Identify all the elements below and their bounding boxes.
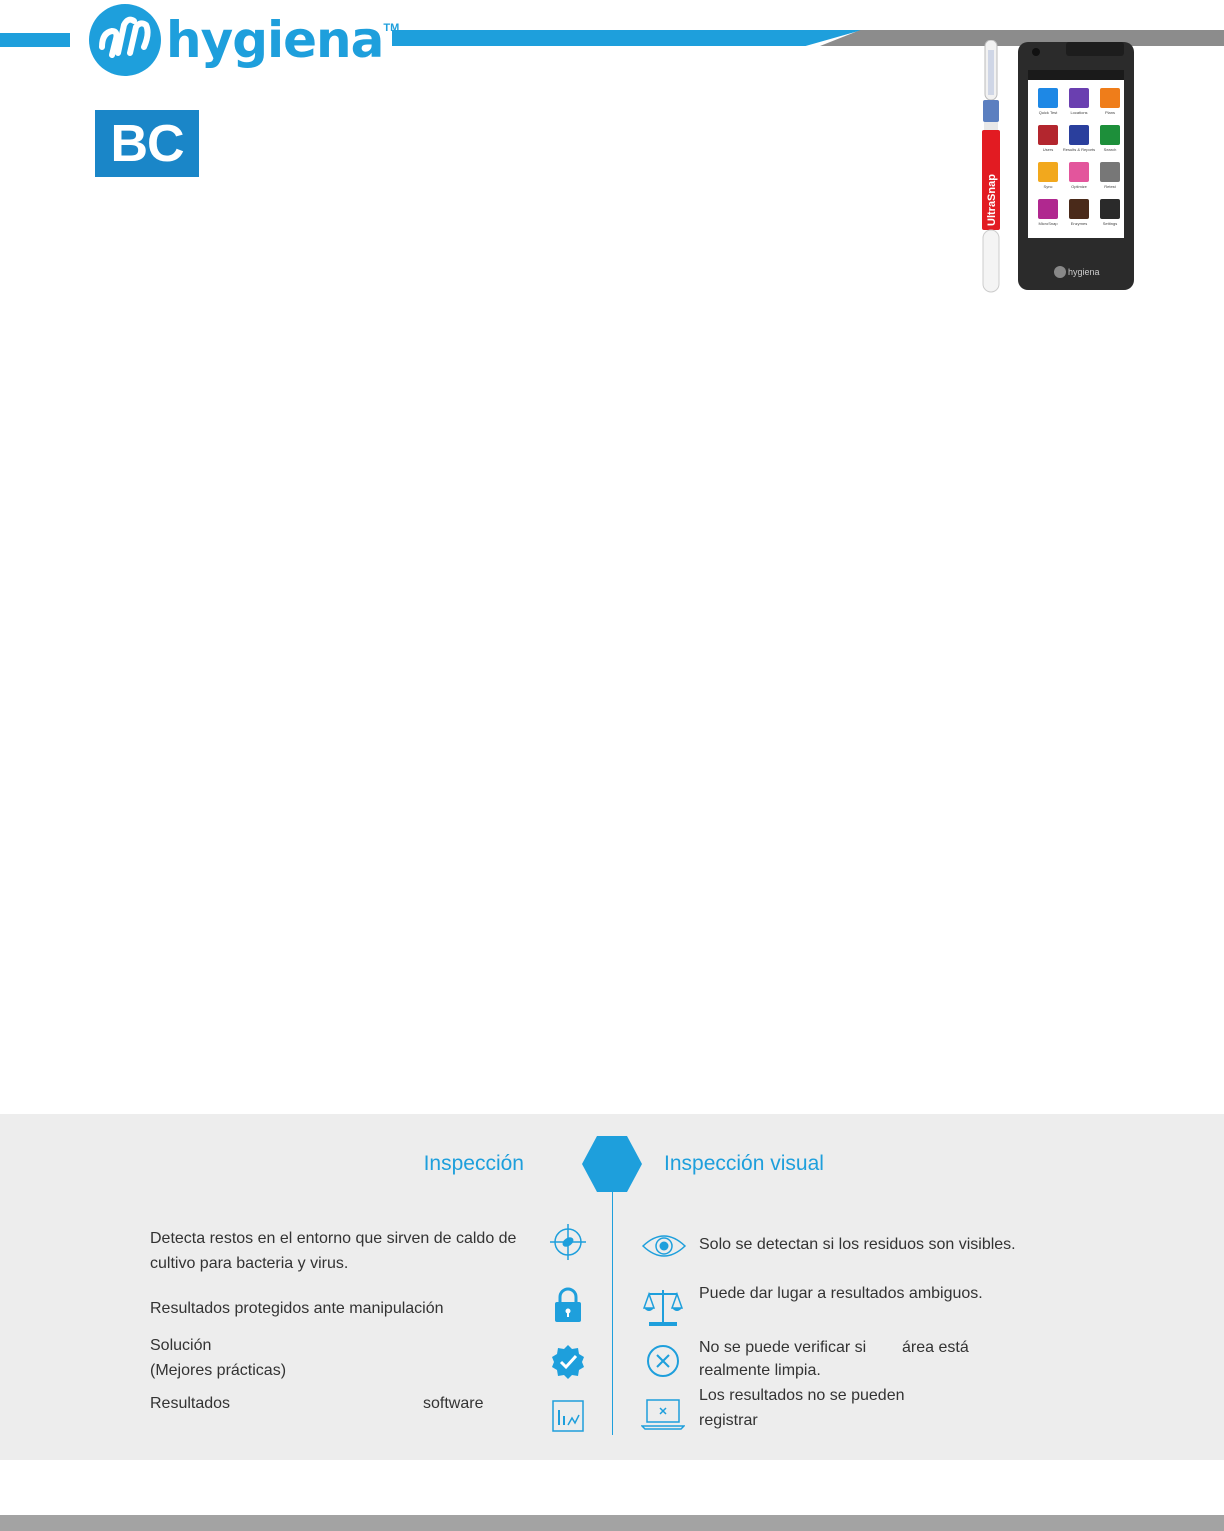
left-row-3-line1: Solución bbox=[150, 1337, 212, 1354]
lock-icon bbox=[550, 1287, 586, 1323]
bc-badge: BC bbox=[95, 110, 199, 177]
eye-icon bbox=[641, 1228, 687, 1264]
right-row-3-part2: área está bbox=[902, 1339, 969, 1356]
left-column-title: Inspección bbox=[423, 1152, 524, 1175]
right-row-2: Puede dar lugar a resultados ambiguos. bbox=[699, 1285, 983, 1302]
right-row-4-line2: registrar bbox=[699, 1412, 758, 1429]
app-tile-icon[interactable] bbox=[1100, 88, 1120, 108]
app-tile-icon[interactable] bbox=[1100, 162, 1120, 182]
brand-tm: TM bbox=[383, 22, 400, 34]
app-tile-label: Retest bbox=[1104, 184, 1116, 189]
app-tile-icon[interactable] bbox=[1100, 199, 1120, 219]
app-tile-icon[interactable] bbox=[1038, 162, 1058, 182]
chart-icon bbox=[550, 1398, 586, 1434]
right-row-3-line2: realmente limpia. bbox=[699, 1362, 821, 1379]
app-tile-label: Search bbox=[1103, 147, 1117, 152]
right-row-4-line1: Los resultados no se pueden bbox=[699, 1387, 905, 1404]
left-row-4-part1: Resultados bbox=[150, 1395, 231, 1412]
swab-label: UltraSnap bbox=[986, 174, 998, 226]
left-row-1: Detecta restos en el entorno que sirven de caldo de cultivo para bacteria y virus. bbox=[150, 1230, 517, 1272]
hygiena-device-image bbox=[1016, 40, 1136, 292]
app-tile-label: Quick Test bbox=[1038, 110, 1058, 115]
app-tile-icon[interactable] bbox=[1038, 125, 1058, 145]
right-row-4 bbox=[699, 1383, 1059, 1433]
right-row-1: Solo se detectan si los residuos son visibles. bbox=[699, 1236, 1016, 1253]
device-brand: hygiena bbox=[1068, 267, 1100, 277]
hexagon-divider-icon bbox=[582, 1134, 642, 1194]
app-tile-icon[interactable] bbox=[1069, 88, 1089, 108]
hygiena-logo-icon bbox=[88, 3, 162, 77]
app-tile-label: Locations bbox=[1070, 110, 1088, 115]
header-bar-left bbox=[0, 33, 70, 47]
left-row-4-part2: software bbox=[423, 1395, 484, 1412]
x-circle-icon bbox=[645, 1343, 681, 1379]
app-tile-label: Enzymes bbox=[1070, 221, 1088, 226]
app-tile-label: Results & Reports bbox=[1062, 147, 1096, 152]
app-tile-icon[interactable] bbox=[1069, 125, 1089, 145]
app-tile-icon[interactable] bbox=[1069, 199, 1089, 219]
verified-badge-icon bbox=[550, 1344, 586, 1380]
ultrasnap-swab-image bbox=[976, 40, 1006, 295]
bacteria-target-icon bbox=[550, 1224, 586, 1260]
header-bar-blue bbox=[392, 30, 862, 46]
brand-name: hygiena bbox=[166, 11, 384, 69]
brand-logo[interactable] bbox=[88, 0, 399, 80]
app-tile-label: Optimize bbox=[1071, 184, 1087, 189]
laptop-x-icon bbox=[641, 1396, 685, 1432]
app-tile-label: Settings bbox=[1102, 221, 1118, 226]
app-tile-icon[interactable] bbox=[1038, 88, 1058, 108]
column-divider bbox=[612, 1192, 613, 1435]
app-tile-label: Plans bbox=[1104, 110, 1116, 115]
left-row-2: Resultados protegidos ante manipulación bbox=[150, 1300, 444, 1317]
left-row-3-line2: (Mejores prácticas) bbox=[150, 1362, 287, 1379]
scale-icon bbox=[643, 1286, 683, 1328]
app-tile-icon[interactable] bbox=[1038, 199, 1058, 219]
left-row-3 bbox=[150, 1333, 535, 1383]
right-column-title: Inspección visual bbox=[664, 1152, 824, 1175]
app-tile-label: Users bbox=[1042, 147, 1054, 152]
app-tile-label: MicroSnap bbox=[1038, 221, 1058, 226]
footer-bar bbox=[0, 1515, 1224, 1531]
app-tile-icon[interactable] bbox=[1100, 125, 1120, 145]
app-tile-icon[interactable] bbox=[1069, 162, 1089, 182]
right-row-3-part1: No se puede verificar si bbox=[699, 1339, 867, 1356]
app-tile-label: Sync bbox=[1043, 184, 1053, 189]
